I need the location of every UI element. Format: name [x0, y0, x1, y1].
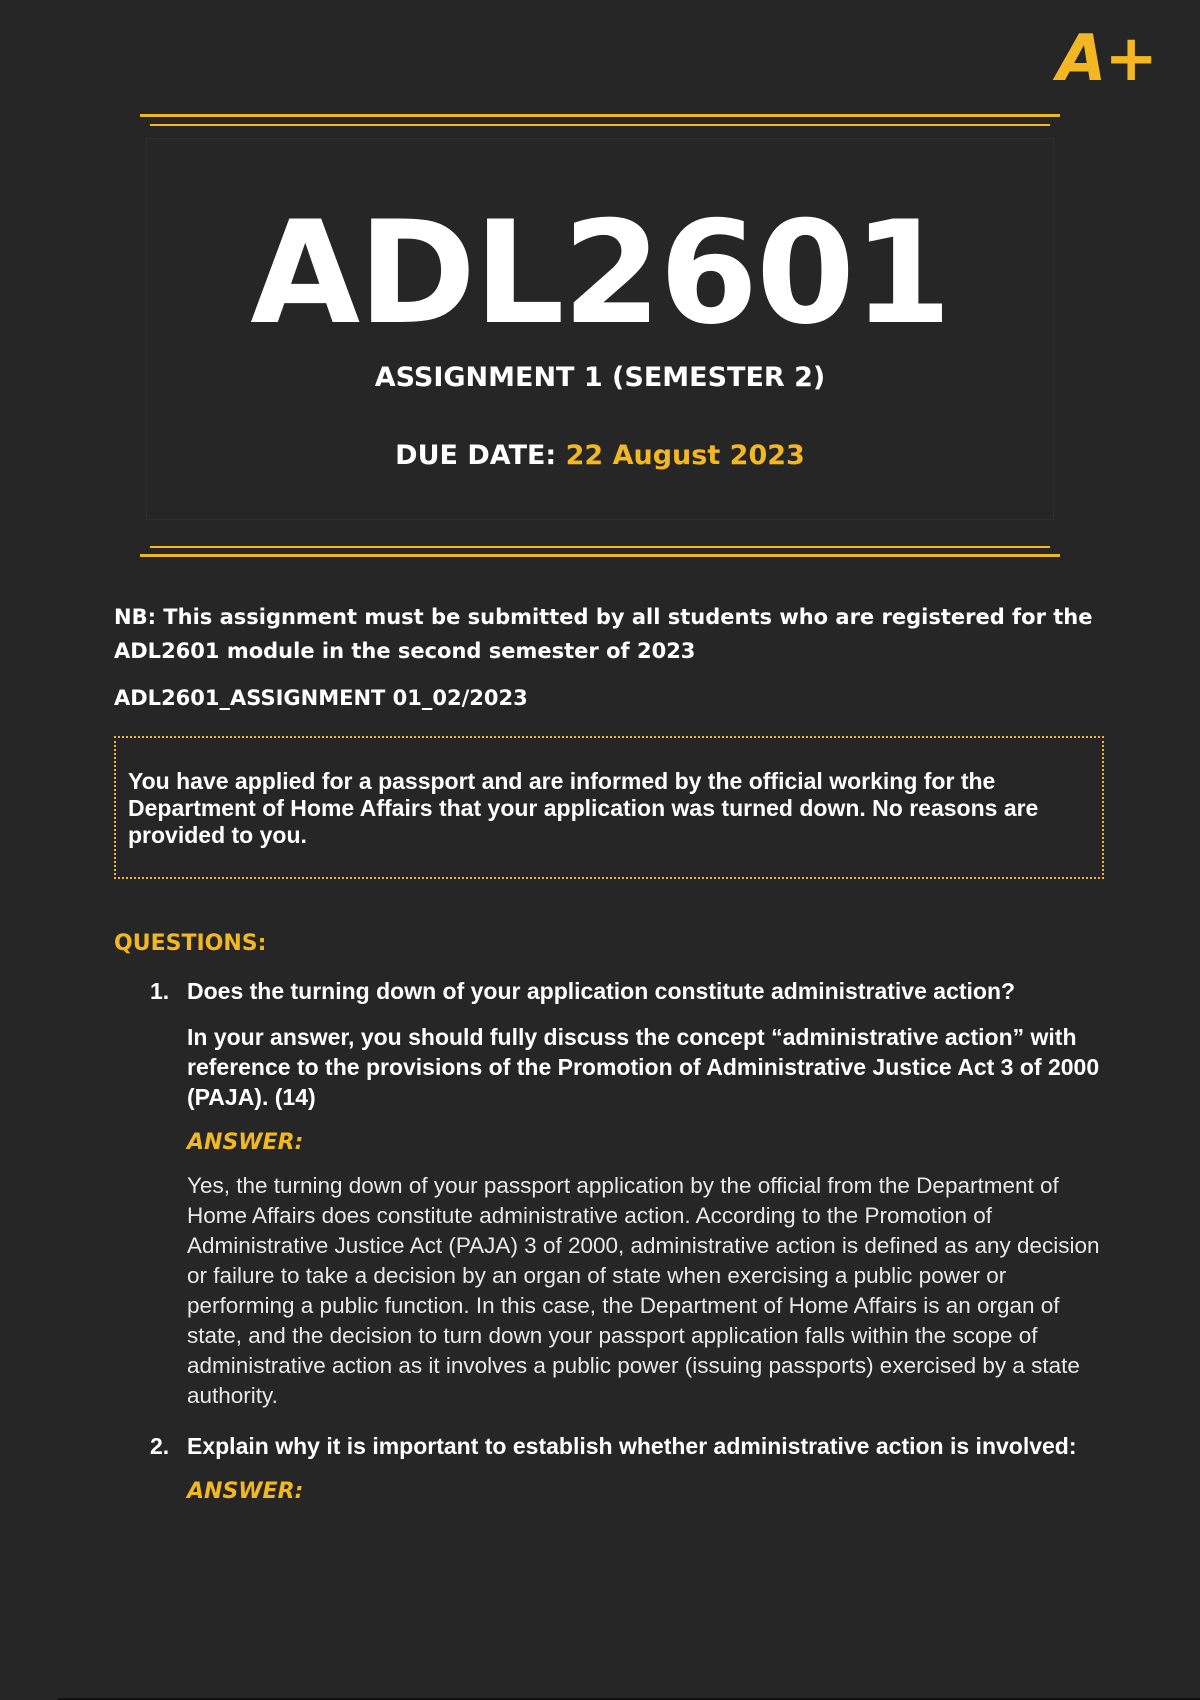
due-date-label: DUE DATE: [395, 440, 557, 471]
assignment-code: ADL2601_ASSIGNMENT 01_02/2023 [114, 686, 528, 710]
due-date-line [140, 440, 1060, 471]
question-number: 2. [150, 1433, 170, 1459]
document-body [114, 600, 1104, 1504]
questions-heading: QUESTIONS: [114, 931, 267, 956]
question-number: 1. [150, 978, 170, 1004]
due-date-value: 22 August 2023 [565, 440, 805, 471]
top-rule-thin [150, 124, 1050, 126]
assignment-subtitle: ASSIGNMENT 1 (SEMESTER 2) [374, 362, 826, 393]
question-text: Does the turning down of your application constitute administrative action? [187, 978, 1016, 1004]
cover-header [140, 114, 1060, 556]
bottom-rule [140, 554, 1060, 557]
answer-text: Yes, the turning down of your passport application by the official from the Department of Home Affairs does constitute administrative action. According to the Promotion of Administrative Justice Act (PAJA) 3 of 2000, administrative action is defined as any decision or failure to take a decision by an organ of state when exercising a public power or performing a public function. In this case, the Department of Home Affairs is an organ of state, and the decision to turn down your passport application falls within the scope of administrative action as it involves a public power (issuing passports) exercised by a state authority. [187, 1173, 1100, 1408]
submission-notice: NB: This assignment must be submitted by all students who are registered for the ADL2601 module in the second semester of 2023 [114, 605, 1093, 663]
question-2 [114, 1431, 1104, 1504]
scenario-box: You have applied for a passport and are informed by the official working for the Department of Home Affairs that your application was turned down. No reasons are provided to you. [114, 736, 1104, 879]
answer-label: ANSWER: [187, 1130, 304, 1155]
grade-badge: A+ [1056, 22, 1156, 96]
answer-label: ANSWER: [187, 1479, 304, 1504]
question-detail: In your answer, you should fully discuss the concept “administrative action” with reference to the provisions of the Promotion of Administrative Justice Act 3 of 2000 (PAJA). (14) [187, 1024, 1100, 1110]
course-code-title: ADL2601 [250, 191, 950, 356]
question-text: Explain why it is important to establish whether administrative action is involved: [187, 1433, 1077, 1459]
top-rule [140, 114, 1060, 117]
question-1 [114, 976, 1104, 1411]
bottom-rule-thin [150, 546, 1050, 548]
